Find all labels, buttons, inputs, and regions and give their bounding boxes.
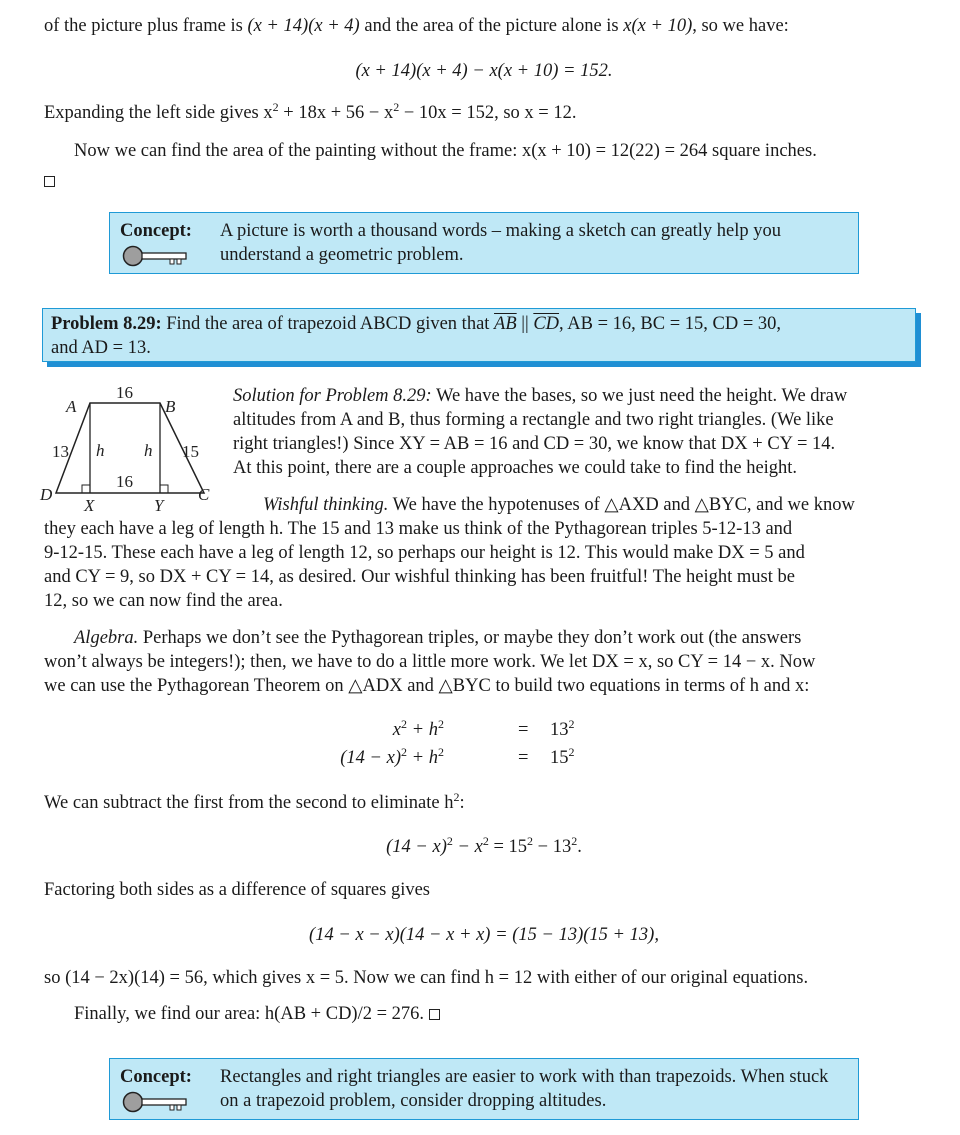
eq-c-part-c: = 15: [488, 837, 528, 857]
sup-2: 2: [272, 100, 279, 114]
algebra-line-1-rest: Perhaps we don’t see the Pythagorean triples, or maybe they don’t work out (the answers: [138, 628, 802, 648]
subtract-colon: :: [459, 793, 465, 813]
label-x: X: [84, 496, 95, 512]
wishful-label: Wishful thinking.: [263, 495, 389, 515]
label-d: D: [40, 485, 53, 504]
problem-text-a: Find the area of trapezoid ABCD given that: [161, 314, 495, 334]
algebra-line-2: won’t always be integers!); then, we have to do a little more work. We let DX = x, so CY = 14 − x. Now: [44, 652, 816, 672]
label-b: B: [165, 397, 176, 416]
concept-text: A picture is worth a thousand words – making a sketch can greatly help you understand a geometric problem.: [220, 221, 782, 265]
concept-text: Rectangles and right triangles are easier to work with than trapezoids. When stuck on a trapezoid problem, consider dropping altitudes.: [220, 1067, 829, 1111]
sup-2: 2: [482, 834, 489, 848]
sup-2: 2: [568, 745, 575, 759]
equation-1-text: (x + 14)(x + 4) − x(x + 10) = 152.: [355, 61, 613, 81]
right-angle-mark-left: [82, 485, 90, 493]
wishful-line-5: 12, so we can now find the area.: [44, 591, 283, 611]
sup-2: 2: [571, 834, 578, 848]
concept-label: Concept:: [120, 221, 192, 241]
label-c: C: [198, 485, 210, 504]
wishful-line-1: [263, 493, 924, 517]
label-13: 13: [52, 442, 69, 461]
eq-b-right-value: 15: [550, 748, 569, 768]
solution-line-1: [233, 384, 924, 408]
factor-line: Factoring both sides as a difference of squares gives: [44, 880, 430, 900]
eq-a-sign: =: [518, 720, 529, 740]
concept-label: Concept:: [120, 1067, 192, 1087]
sup-2: 2: [393, 100, 400, 114]
equation-c: [44, 835, 924, 859]
problem-text-b: , AB = 16, BC = 15, CD = 30,: [559, 314, 782, 334]
problem-text-line2: and AD = 13.: [51, 338, 151, 358]
qed-square-icon: [44, 176, 55, 187]
sup-2: 2: [438, 745, 444, 759]
intro-text-a: of the picture plus frame is: [44, 16, 248, 36]
painting-line: Now we can find the area of the painting without the frame: x(x + 10) = 12(22) = 264 square inches.: [74, 141, 817, 161]
eq-c-part-a: (14 − x): [386, 837, 447, 857]
label-h-left: h: [96, 441, 105, 460]
label-15: 15: [182, 442, 199, 461]
key-icon: [122, 1091, 190, 1113]
problem-label: Problem 8.29:: [51, 314, 162, 334]
sup-2: 2: [568, 717, 575, 731]
problem-box: [42, 308, 916, 362]
eq-b-left-h: + h: [407, 748, 438, 768]
label-a: A: [66, 397, 77, 416]
final-line: [74, 1002, 924, 1026]
eq-b-sign: =: [518, 748, 529, 768]
problem-text: [51, 312, 781, 360]
qed-box: [44, 169, 55, 193]
eq-a-right: [550, 718, 575, 742]
trapezoid-figure: [34, 380, 224, 512]
algebra-label: Algebra.: [74, 628, 139, 648]
solution-line-4: At this point, there are a couple approaches we could take to find the height.: [233, 458, 798, 478]
eq-c-period: .: [577, 837, 582, 857]
sup-2: 2: [527, 834, 534, 848]
final-text: Finally, we find our area: h(AB + CD)/2 = 276.: [74, 1004, 429, 1024]
label-h-right: h: [144, 441, 153, 460]
algebra-line-3: we can use the Pythagorean Theorem on △ADX and △BYC to build two equations in terms of h and x:: [44, 676, 810, 696]
sup-2: 2: [446, 834, 453, 848]
expand-text-c: − 10x = 152, so x = 12.: [399, 103, 577, 123]
qed-square-icon: [429, 1009, 440, 1020]
wishful-line-3: 9-12-15. These each have a leg of length 12, so perhaps our height is 12. This would make DX = 5 and: [44, 543, 805, 563]
parallel-sign: ||: [516, 314, 534, 334]
solution-line-1-rest: We have the bases, so we just need the height. We draw: [431, 386, 848, 406]
eq-b-left: [340, 746, 444, 770]
equation-d-text: (14 − x − x)(14 − x + x) = (15 − 13)(15 + 13),: [309, 925, 659, 945]
label-top-16: 16: [116, 383, 133, 402]
expand-text-b: + 18x + 56 − x: [278, 103, 394, 123]
intro-line: [44, 14, 924, 38]
wishful-line-1-rest: We have the hypotenuses of △AXD and △BYC, and we know: [388, 495, 855, 515]
eq-b-left-paren: (14 − x): [340, 748, 402, 768]
eq-a-left: [393, 718, 444, 742]
eq-c-part-d: − 13: [533, 837, 572, 857]
intro-text-e: , so we have:: [692, 16, 789, 36]
eq-c-part-b: − x: [452, 837, 483, 857]
key-icon: [122, 245, 190, 267]
sup-2: 2: [438, 717, 444, 731]
solution-line-3: right triangles!) Since XY = AB = 16 and CD = 30, we know that DX + CY = 14.: [233, 434, 836, 454]
result-line: so (14 − 2x)(14) = 56, which gives x = 5. Now we can find h = 12 with either of our original equations.: [44, 968, 809, 988]
subtract-text: We can subtract the first from the second to eliminate h: [44, 793, 454, 813]
algebra-line-1: [74, 626, 924, 650]
eq-a-left-h: + h: [407, 720, 438, 740]
eq-a-left-x: x: [392, 720, 402, 740]
segment-cd: $\overline{CD}$: [533, 314, 560, 334]
equation-1: [44, 59, 924, 83]
intro-text-d: x(x + 10): [623, 16, 693, 36]
segment-ab: $\overline{AB}$: [494, 314, 517, 334]
expand-line: [44, 101, 924, 125]
sup-2: 2: [401, 717, 408, 731]
subtract-line: [44, 791, 924, 815]
wishful-line-4: and CY = 9, so DX + CY = 14, as desired. Our wishful thinking has been fruitful! The height must be: [44, 567, 795, 587]
eq-a-right-value: 13: [550, 720, 569, 740]
label-y: Y: [154, 496, 164, 512]
label-mid-16: 16: [116, 472, 133, 491]
intro-text-c: and the area of the picture alone is: [359, 16, 624, 36]
concept-box-2: [109, 1058, 859, 1120]
solution-line-2: altitudes from A and B, thus forming a rectangle and two right triangles. (We like: [233, 410, 834, 430]
sup-2: 2: [453, 790, 460, 804]
right-angle-mark-right: [160, 485, 168, 493]
wishful-line-2: they each have a leg of length h. The 15 and 13 make us think of the Pythagorean triples 5-12-13 and: [44, 519, 793, 539]
sup-2: 2: [401, 745, 408, 759]
concept-box-1: [109, 212, 859, 274]
eq-b-right: [550, 746, 575, 770]
solution-label: Solution for Problem 8.29:: [233, 386, 432, 406]
intro-text-b: (x + 14)(x + 4): [247, 16, 360, 36]
equation-d: [44, 923, 924, 947]
expand-text-a: Expanding the left side gives x: [44, 103, 273, 123]
